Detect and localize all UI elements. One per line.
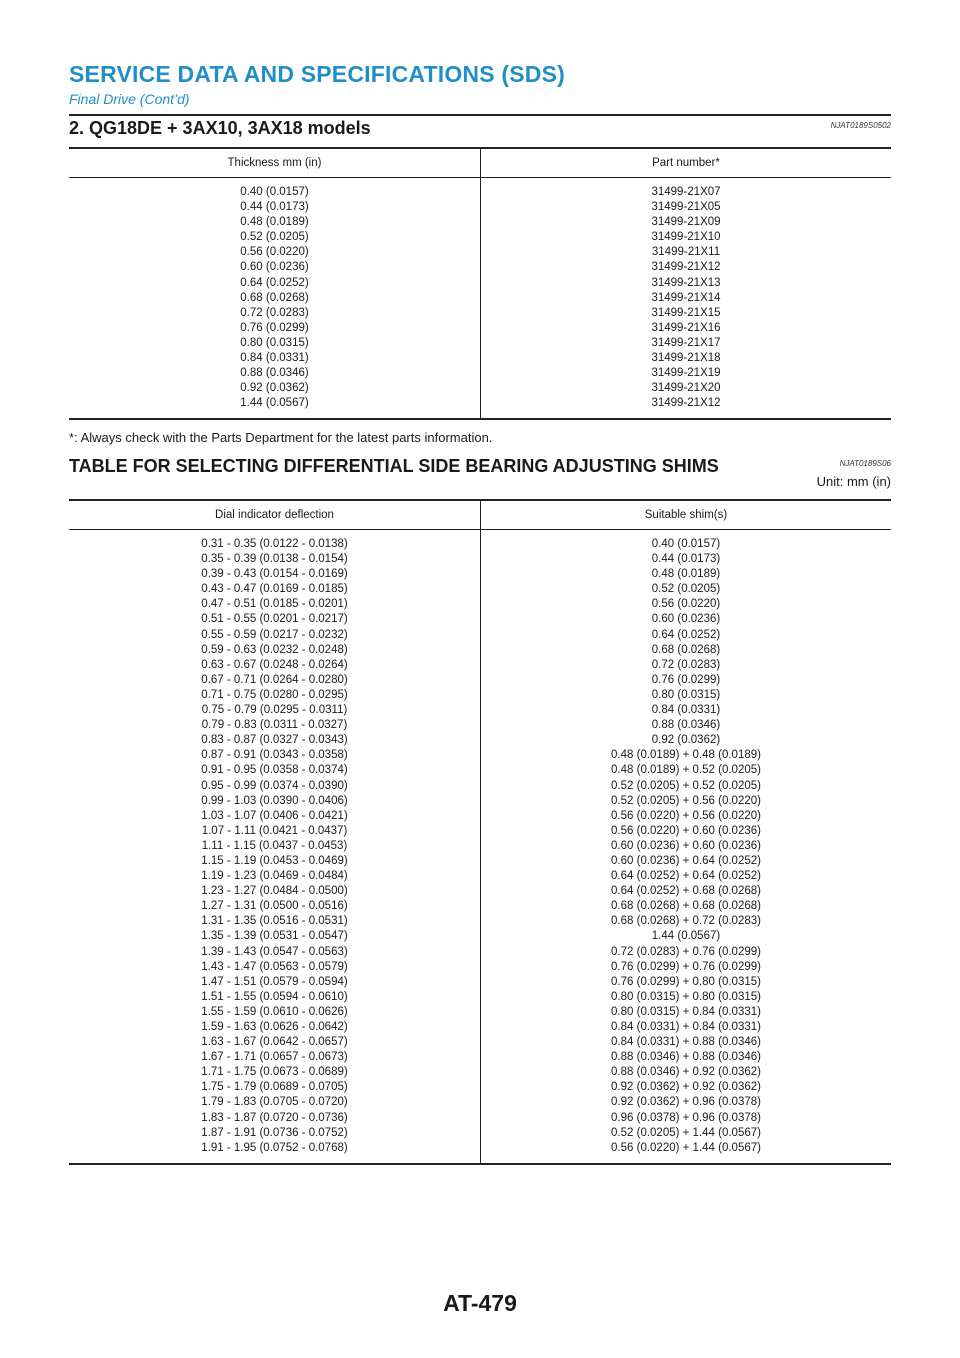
suitable-shim-value: 0.92 (0.0362): [651, 734, 721, 747]
table-header-row: [69, 148, 891, 178]
suitable-shim-value: 0.80 (0.0315): [651, 688, 721, 701]
deflection-range: 1.51 - 1.55 (0.0594 - 0.0610): [201, 990, 348, 1003]
table-row: [69, 530, 891, 1164]
part-number-value: 31499-21X09: [651, 216, 721, 229]
part-number-value: 31499-21X12: [651, 397, 721, 410]
part-number-column: [481, 178, 892, 420]
part-number-value: 31499-21X19: [651, 367, 721, 380]
part-number-value: 31499-21X12: [651, 261, 721, 274]
suitable-shim-value: 0.64 (0.0252): [651, 628, 721, 641]
footnote: *: Always check with the Parts Department for the latest parts information.: [69, 430, 493, 445]
thickness-value: 0.88 (0.0346): [240, 367, 309, 380]
suitable-shim-value: 0.52 (0.0205): [651, 583, 721, 596]
thickness-value: 0.72 (0.0283): [240, 306, 309, 319]
deflection-range: 0.75 - 0.79 (0.0295 - 0.0311): [201, 704, 348, 717]
column-header-deflection: Dial indicator deflection: [69, 500, 481, 530]
header-subtitle: Final Drive (Cont’d): [69, 91, 190, 107]
suitable-shim-value: 0.60 (0.0236): [651, 613, 721, 626]
shim-selection-table: [69, 499, 891, 1165]
deflection-range: 0.51 - 0.55 (0.0201 - 0.0217): [201, 613, 348, 626]
section-title: [69, 117, 891, 139]
deflection-column: [69, 530, 481, 1164]
deflection-range: 0.71 - 0.75 (0.0280 - 0.0295): [201, 688, 348, 701]
deflection-range: 0.43 - 0.47 (0.0169 - 0.0185): [201, 583, 348, 596]
deflection-range: 0.95 - 0.99 (0.0374 - 0.0390): [201, 779, 348, 792]
deflection-range: 1.11 - 1.15 (0.0437 - 0.0453): [201, 839, 348, 852]
section-title-text: TABLE FOR SELECTING DIFFERENTIAL SIDE BEARING ADJUSTING SHIMS: [69, 456, 719, 476]
suitable-shim-value: 0.60 (0.0236) + 0.64 (0.0252): [611, 854, 761, 867]
suitable-shim-value: 0.52 (0.0205) + 0.52 (0.0205): [611, 779, 761, 792]
deflection-range: 1.67 - 1.71 (0.0657 - 0.0673): [201, 1051, 348, 1064]
thickness-value: 1.44 (0.0567): [240, 397, 309, 410]
table-header-row: [69, 500, 891, 530]
deflection-range: 0.87 - 0.91 (0.0343 - 0.0358): [201, 749, 348, 762]
deflection-range: 1.79 - 1.83 (0.0705 - 0.0720): [201, 1096, 348, 1109]
suitable-shim-value: 0.96 (0.0378) + 0.96 (0.0378): [611, 1111, 761, 1124]
thickness-value: 0.48 (0.0189): [240, 216, 309, 229]
suitable-shim-value: 0.84 (0.0331) + 0.84 (0.0331): [611, 1021, 761, 1033]
deflection-range: 1.27 - 1.31 (0.0500 - 0.0516): [201, 900, 348, 913]
part-number-value: 31499-21X13: [651, 276, 721, 289]
thickness-value: 0.68 (0.0268): [240, 291, 309, 304]
thickness-value: 0.60 (0.0236): [240, 261, 309, 274]
part-number-value: 31499-21X20: [651, 382, 721, 395]
suitable-shim-value: 0.60 (0.0236) + 0.60 (0.0236): [611, 839, 761, 852]
thickness-column: [69, 178, 481, 420]
suitable-shim-value: 0.80 (0.0315) + 0.84 (0.0331): [611, 1005, 761, 1018]
deflection-range: 1.35 - 1.39 (0.0531 - 0.0547): [201, 930, 348, 943]
deflection-range: 0.39 - 0.43 (0.0154 - 0.0169): [201, 568, 348, 581]
suitable-shim-value: 0.56 (0.0220): [651, 598, 721, 611]
suitable-shim-value: 0.52 (0.0205) + 0.56 (0.0220): [611, 794, 761, 807]
deflection-range: 1.31 - 1.35 (0.0516 - 0.0531): [201, 915, 348, 928]
deflection-range: 1.39 - 1.43 (0.0547 - 0.0563): [201, 945, 348, 958]
header-title: SERVICE DATA AND SPECIFICATIONS (SDS): [69, 61, 565, 87]
part-number-value: 31499-21X18: [651, 352, 721, 365]
column-header-suitable-shims: Suitable shim(s): [481, 500, 892, 530]
suitable-shim-value: 0.88 (0.0346) + 0.88 (0.0346): [611, 1051, 761, 1064]
deflection-range: 1.63 - 1.67 (0.0642 - 0.0657): [201, 1036, 348, 1049]
suitable-shim-value: 0.84 (0.0331) + 0.88 (0.0346): [611, 1036, 761, 1049]
suitable-shim-value: 0.76 (0.0299) + 0.76 (0.0299): [611, 960, 761, 973]
part-number-value: 31499-21X14: [651, 291, 721, 304]
deflection-range: 1.55 - 1.59 (0.0610 - 0.0626): [201, 1005, 348, 1018]
unit-label: Unit: mm (in): [816, 474, 891, 489]
thickness-value: 0.84 (0.0331): [240, 352, 309, 365]
suitable-shim-value: 0.56 (0.0220) + 0.60 (0.0236): [611, 824, 761, 837]
section-title: [69, 455, 891, 477]
suitable-shim-value: 0.40 (0.0157): [651, 538, 721, 550]
deflection-range: 1.03 - 1.07 (0.0406 - 0.0421): [201, 809, 348, 822]
deflection-range: 0.59 - 0.63 (0.0232 - 0.0248): [201, 643, 348, 656]
suitable-shim-value: 0.48 (0.0189) + 0.52 (0.0205): [611, 764, 761, 777]
suitable-shim-value: 0.52 (0.0205) + 1.44 (0.0567): [611, 1126, 761, 1139]
deflection-range: 0.63 - 0.67 (0.0248 - 0.0264): [201, 658, 348, 671]
page-number: AT-479: [443, 1290, 517, 1316]
deflection-range: 0.79 - 0.83 (0.0311 - 0.0327): [201, 719, 348, 732]
deflection-range: 1.71 - 1.75 (0.0673 - 0.0689): [201, 1066, 348, 1079]
suitable-shim-value: 0.92 (0.0362) + 0.92 (0.0362): [611, 1081, 761, 1094]
part-number-value: 31499-21X15: [651, 306, 721, 319]
thickness-value: 0.56 (0.0220): [240, 246, 309, 259]
section-shim-selection: [69, 455, 891, 1165]
thickness-value: 0.40 (0.0157): [240, 186, 309, 198]
suitable-shim-value: 0.92 (0.0362) + 0.96 (0.0378): [611, 1096, 761, 1109]
thickness-value: 0.80 (0.0315): [240, 336, 309, 349]
suitable-shim-value: 0.76 (0.0299): [651, 673, 721, 686]
deflection-range: 1.83 - 1.87 (0.0720 - 0.0736): [201, 1111, 348, 1124]
suitable-shim-value: 0.88 (0.0346) + 0.92 (0.0362): [611, 1066, 761, 1079]
suitable-shim-value: 0.80 (0.0315) + 0.80 (0.0315): [611, 990, 761, 1003]
suitable-shim-value: 0.88 (0.0346): [651, 719, 721, 732]
suitable-shim-value: 0.68 (0.0268) + 0.72 (0.0283): [611, 915, 761, 928]
suitable-shim-value: 0.56 (0.0220) + 0.56 (0.0220): [611, 809, 761, 822]
section-code: NJAT0189S06: [839, 459, 891, 468]
suitable-shim-value: 0.84 (0.0331): [651, 704, 721, 717]
part-number-value: 31499-21X10: [651, 231, 721, 244]
suitable-shim-value: 1.44 (0.0567): [651, 930, 721, 943]
suitable-shims-column: [481, 530, 892, 1164]
suitable-shim-value: 0.76 (0.0299) + 0.80 (0.0315): [611, 975, 761, 988]
deflection-range: 0.55 - 0.59 (0.0217 - 0.0232): [201, 628, 348, 641]
thickness-value: 0.92 (0.0362): [240, 382, 309, 395]
deflection-range: 1.23 - 1.27 (0.0484 - 0.0500): [201, 885, 348, 898]
part-number-value: 31499-21X05: [651, 201, 721, 214]
suitable-shim-value: 0.48 (0.0189): [651, 568, 721, 581]
deflection-range: 1.87 - 1.91 (0.0736 - 0.0752): [201, 1126, 348, 1139]
part-number-value: 31499-21X07: [651, 186, 721, 198]
suitable-shim-value: 0.72 (0.0283) + 0.76 (0.0299): [611, 945, 761, 958]
deflection-range: 0.67 - 0.71 (0.0264 - 0.0280): [201, 673, 348, 686]
deflection-range: 1.75 - 1.79 (0.0689 - 0.0705): [201, 1081, 348, 1094]
part-number-value: 31499-21X11: [651, 246, 721, 259]
suitable-shim-value: 0.64 (0.0252) + 0.68 (0.0268): [611, 885, 761, 898]
shim-part-number-table: [69, 147, 891, 420]
part-number-value: 31499-21X16: [651, 321, 721, 334]
deflection-range: 1.47 - 1.51 (0.0579 - 0.0594): [201, 975, 348, 988]
suitable-shim-value: 0.56 (0.0220) + 1.44 (0.0567): [611, 1141, 761, 1154]
deflection-range: 0.83 - 0.87 (0.0327 - 0.0343): [201, 734, 348, 747]
suitable-shim-value: 0.44 (0.0173): [651, 553, 721, 566]
suitable-shim-value: 0.68 (0.0268) + 0.68 (0.0268): [611, 900, 761, 913]
deflection-range: 0.91 - 0.95 (0.0358 - 0.0374): [201, 764, 348, 777]
column-header-part-number: Part number*: [481, 148, 892, 178]
thickness-value: 0.64 (0.0252): [240, 276, 309, 289]
section-shim-part-numbers: [69, 117, 891, 420]
deflection-range: 0.31 - 0.35 (0.0122 - 0.0138): [201, 538, 348, 550]
deflection-range: 0.99 - 1.03 (0.0390 - 0.0406): [201, 794, 348, 807]
thickness-value: 0.44 (0.0173): [240, 201, 309, 214]
column-header-thickness: Thickness mm (in): [69, 148, 481, 178]
deflection-range: 1.91 - 1.95 (0.0752 - 0.0768): [201, 1141, 348, 1154]
part-number-value: 31499-21X17: [651, 336, 721, 349]
deflection-range: 1.59 - 1.63 (0.0626 - 0.0642): [201, 1021, 348, 1033]
table-row: [69, 178, 891, 420]
deflection-range: 1.15 - 1.19 (0.0453 - 0.0469): [201, 854, 348, 867]
deflection-range: 0.35 - 0.39 (0.0138 - 0.0154): [201, 553, 348, 566]
deflection-range: 1.19 - 1.23 (0.0469 - 0.0484): [201, 870, 348, 883]
suitable-shim-value: 0.72 (0.0283): [651, 658, 721, 671]
deflection-range: 0.47 - 0.51 (0.0185 - 0.0201): [201, 598, 348, 611]
thickness-value: 0.52 (0.0205): [240, 231, 309, 244]
deflection-range: 1.07 - 1.11 (0.0421 - 0.0437): [201, 824, 348, 837]
deflection-range: 1.43 - 1.47 (0.0563 - 0.0579): [201, 960, 348, 973]
header-divider: [69, 114, 891, 116]
section-code: NJAT0189S0502: [830, 121, 891, 130]
suitable-shim-value: 0.48 (0.0189) + 0.48 (0.0189): [611, 749, 761, 762]
section-title-text: 2. QG18DE + 3AX10, 3AX18 models: [69, 118, 371, 138]
thickness-value: 0.76 (0.0299): [240, 321, 309, 334]
suitable-shim-value: 0.68 (0.0268): [651, 643, 721, 656]
page-header: [69, 60, 891, 108]
suitable-shim-value: 0.64 (0.0252) + 0.64 (0.0252): [611, 870, 761, 883]
